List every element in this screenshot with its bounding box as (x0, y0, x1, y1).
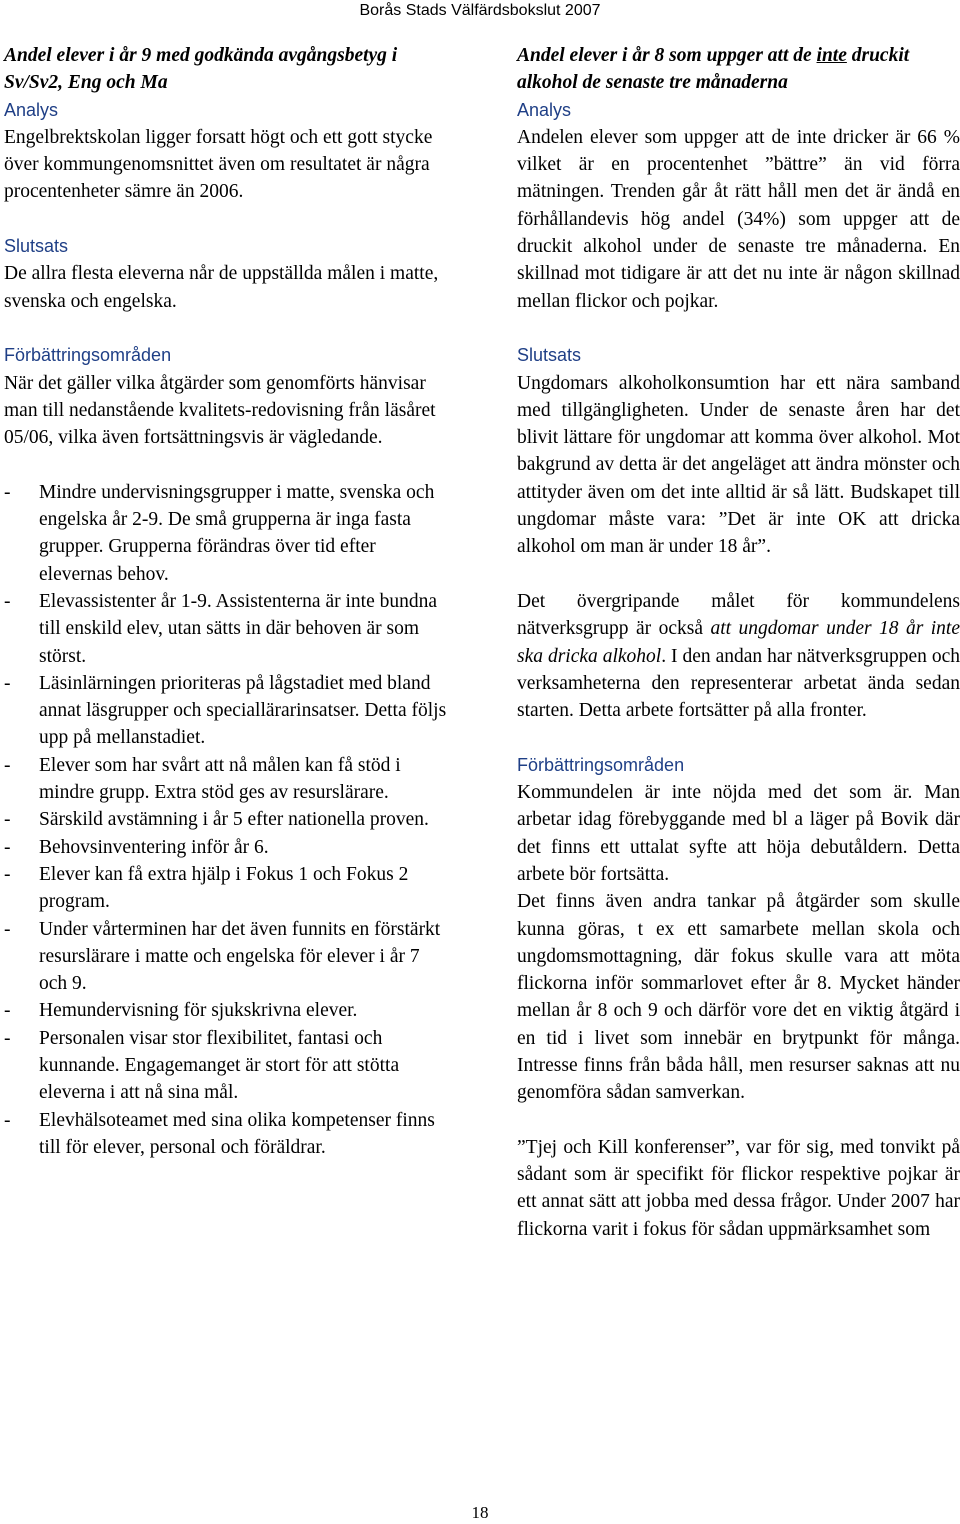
measures-list (4, 479, 448, 1161)
section-heading-grades: Andel elever i år 9 med godkända avgångsbetyg i Sv/Sv2, Eng och Ma (4, 45, 398, 94)
list-item: - Personalen visar stor flexibilitet, fantasi och kunnande. Engagemanget är stort för att stötta eleverna i att nå sina mål. (4, 1025, 448, 1107)
list-item: - Läsinlärningen prioriteras på lågstadiet med bland annat läsgrupper och speciallärarinsatser. Detta följs upp på mellanstadiet. (4, 670, 448, 752)
goal-text: Det övergripande målet för kommundelens nätverksgrupp är också (517, 590, 960, 640)
list-item: - Elever kan få extra hjälp i Fokus 1 och Fokus 2 program. (4, 861, 448, 916)
list-item: - Hemundervisning för sjukskrivna elever. (4, 997, 448, 1024)
goal-italic: att ungdomar under 18 år inte ska dricka alkohol (517, 618, 960, 667)
slutsats-label: Slutsats (517, 345, 582, 366)
heading-part: druckit alkohol de senaste tre månaderna (517, 45, 910, 94)
section-heading-alcohol (517, 42, 960, 97)
heading-part: Andel elever i år 8 som uppger att de (517, 45, 817, 66)
heading-underlined: inte (816, 45, 847, 66)
forbattring-text: Kommundelen är inte nöjda med det som är. Man arbetar idag förebyggande med bl a läger på Bovik där det finns ett uttalat syfte att höja debutåldern. Detta arbete bör fortsätta. (517, 782, 960, 885)
list-item: - Särskild avstämning i år 5 efter nationella proven. (4, 806, 448, 833)
analys-text: Engelbrektskolan ligger forsatt högt och ett gott stycke över kommungenomsnittet även om resultatet är några procentenheter sämre än 2006. (4, 126, 433, 203)
list-item: - Elevassistenter år 1-9. Assistenterna är inte bundna till enskild elev, utan sätts in där behoven är som störst. (4, 588, 448, 670)
slutsats-label: Slutsats (4, 236, 69, 257)
slutsats-text: Ungdomars alkoholkonsumtion har ett nära samband med tillgängligheten. Under de senaste åren har det blivit lättare för ungdomar att komma över alkohol. Mot bakgrund av detta är det angeläget att ändra mönster och attityder även om det inte alltid är så lätt. Budskapet till ungdomar måste vara: ”Det är inte OK att dricka alkohol om man är under 18 år”. (517, 372, 960, 558)
analys-paragraph (4, 97, 448, 206)
list-item: - Elevhälsoteamet med sina olika kompetenser finns till för elever, personal och föräldrar. (4, 1107, 448, 1162)
forbattring-paragraph (4, 342, 448, 451)
forbattring-paragraph (517, 752, 960, 1107)
page-header: Borås Stads Välfärdsbokslut 2007 (359, 2, 601, 19)
list-item: - Mindre undervisningsgrupper i matte, svenska och engelska år 2-9. De små grupperna är inga fasta grupper. Grupperna förändras över tid efter elevernas behov. (4, 479, 448, 588)
goal-paragraph (517, 588, 960, 724)
forbattring-text: När det gäller vilka åtgärder som genomförts hänvisar man till nedanstående kvalitets-redovisning från läsåret 05/06, vilka även fortsättningsvis är vägledande. (4, 372, 436, 449)
forbattring-text-2: Det finns även andra tankar på åtgärder som skulle kunna göras, t ex ett samarbete mellan skola och ungdomsmottagning, där fokus skulle vara att möta flickorna inför sommarlovet efter år 8. Mycket händer mellan år 8 och 9 och därför vore det en viktig åtgärd i en tid i livet som innebär en brytpunkt för många. Intresse finns från båda håll, men resurser saknas att nu genomföra sådan samverkan. (517, 891, 960, 1104)
left-column (4, 42, 448, 1161)
analys-paragraph (517, 97, 960, 315)
analys-text: Andelen elever som uppger att de inte dricker är 66 % vilket är en procentenhet ”bättre” än vid förra mätningen. Trenden går åt rätt håll men det är ändå en förhållandevis hög andel (34%) som uppger att de druckit alkohol under de senaste tre månaderna. En skillnad mot tidigare är att det nu inte är någon skillnad mellan flickor och pojkar. (517, 126, 960, 312)
analys-label: Analys (4, 99, 59, 120)
list-item: - Elever som har svårt att nå målen kan få stöd i mindre grupp. Extra stöd ges av resurslärare. (4, 752, 448, 807)
analys-label: Analys (517, 99, 572, 120)
slutsats-paragraph (4, 233, 448, 315)
goal-text: . I den andan har nätverksgruppen och verksamheterna den representerar arbetat ända sedan starten. Detta arbete fortsätter på alla fronter. (517, 645, 960, 722)
page-number: 18 (471, 1503, 489, 1522)
forbattring-label: Förbättringsområden (517, 754, 685, 775)
slutsats-text: De allra flesta eleverna når de uppställda målen i matte, svenska och engelska. (4, 263, 439, 312)
list-item: - Behovsinventering inför år 6. (4, 834, 448, 861)
right-column (517, 42, 960, 1270)
list-item: - Under vårterminen har det även funnits en förstärkt resurslärare i matte och engelska för elever i år 7 och 9. (4, 916, 448, 998)
slutsats-paragraph (517, 342, 960, 560)
forbattring-label: Förbättringsområden (4, 345, 172, 366)
konferens-paragraph: ”Tjej och Kill konferenser”, var för sig, med tonvikt på sådant som är specifikt för flickor respektive pojkar är ett annat sätt att jobba med dessa frågor. Under 2007 har flickorna varit i fokus för sådan uppmärksamhet som (517, 1136, 960, 1240)
